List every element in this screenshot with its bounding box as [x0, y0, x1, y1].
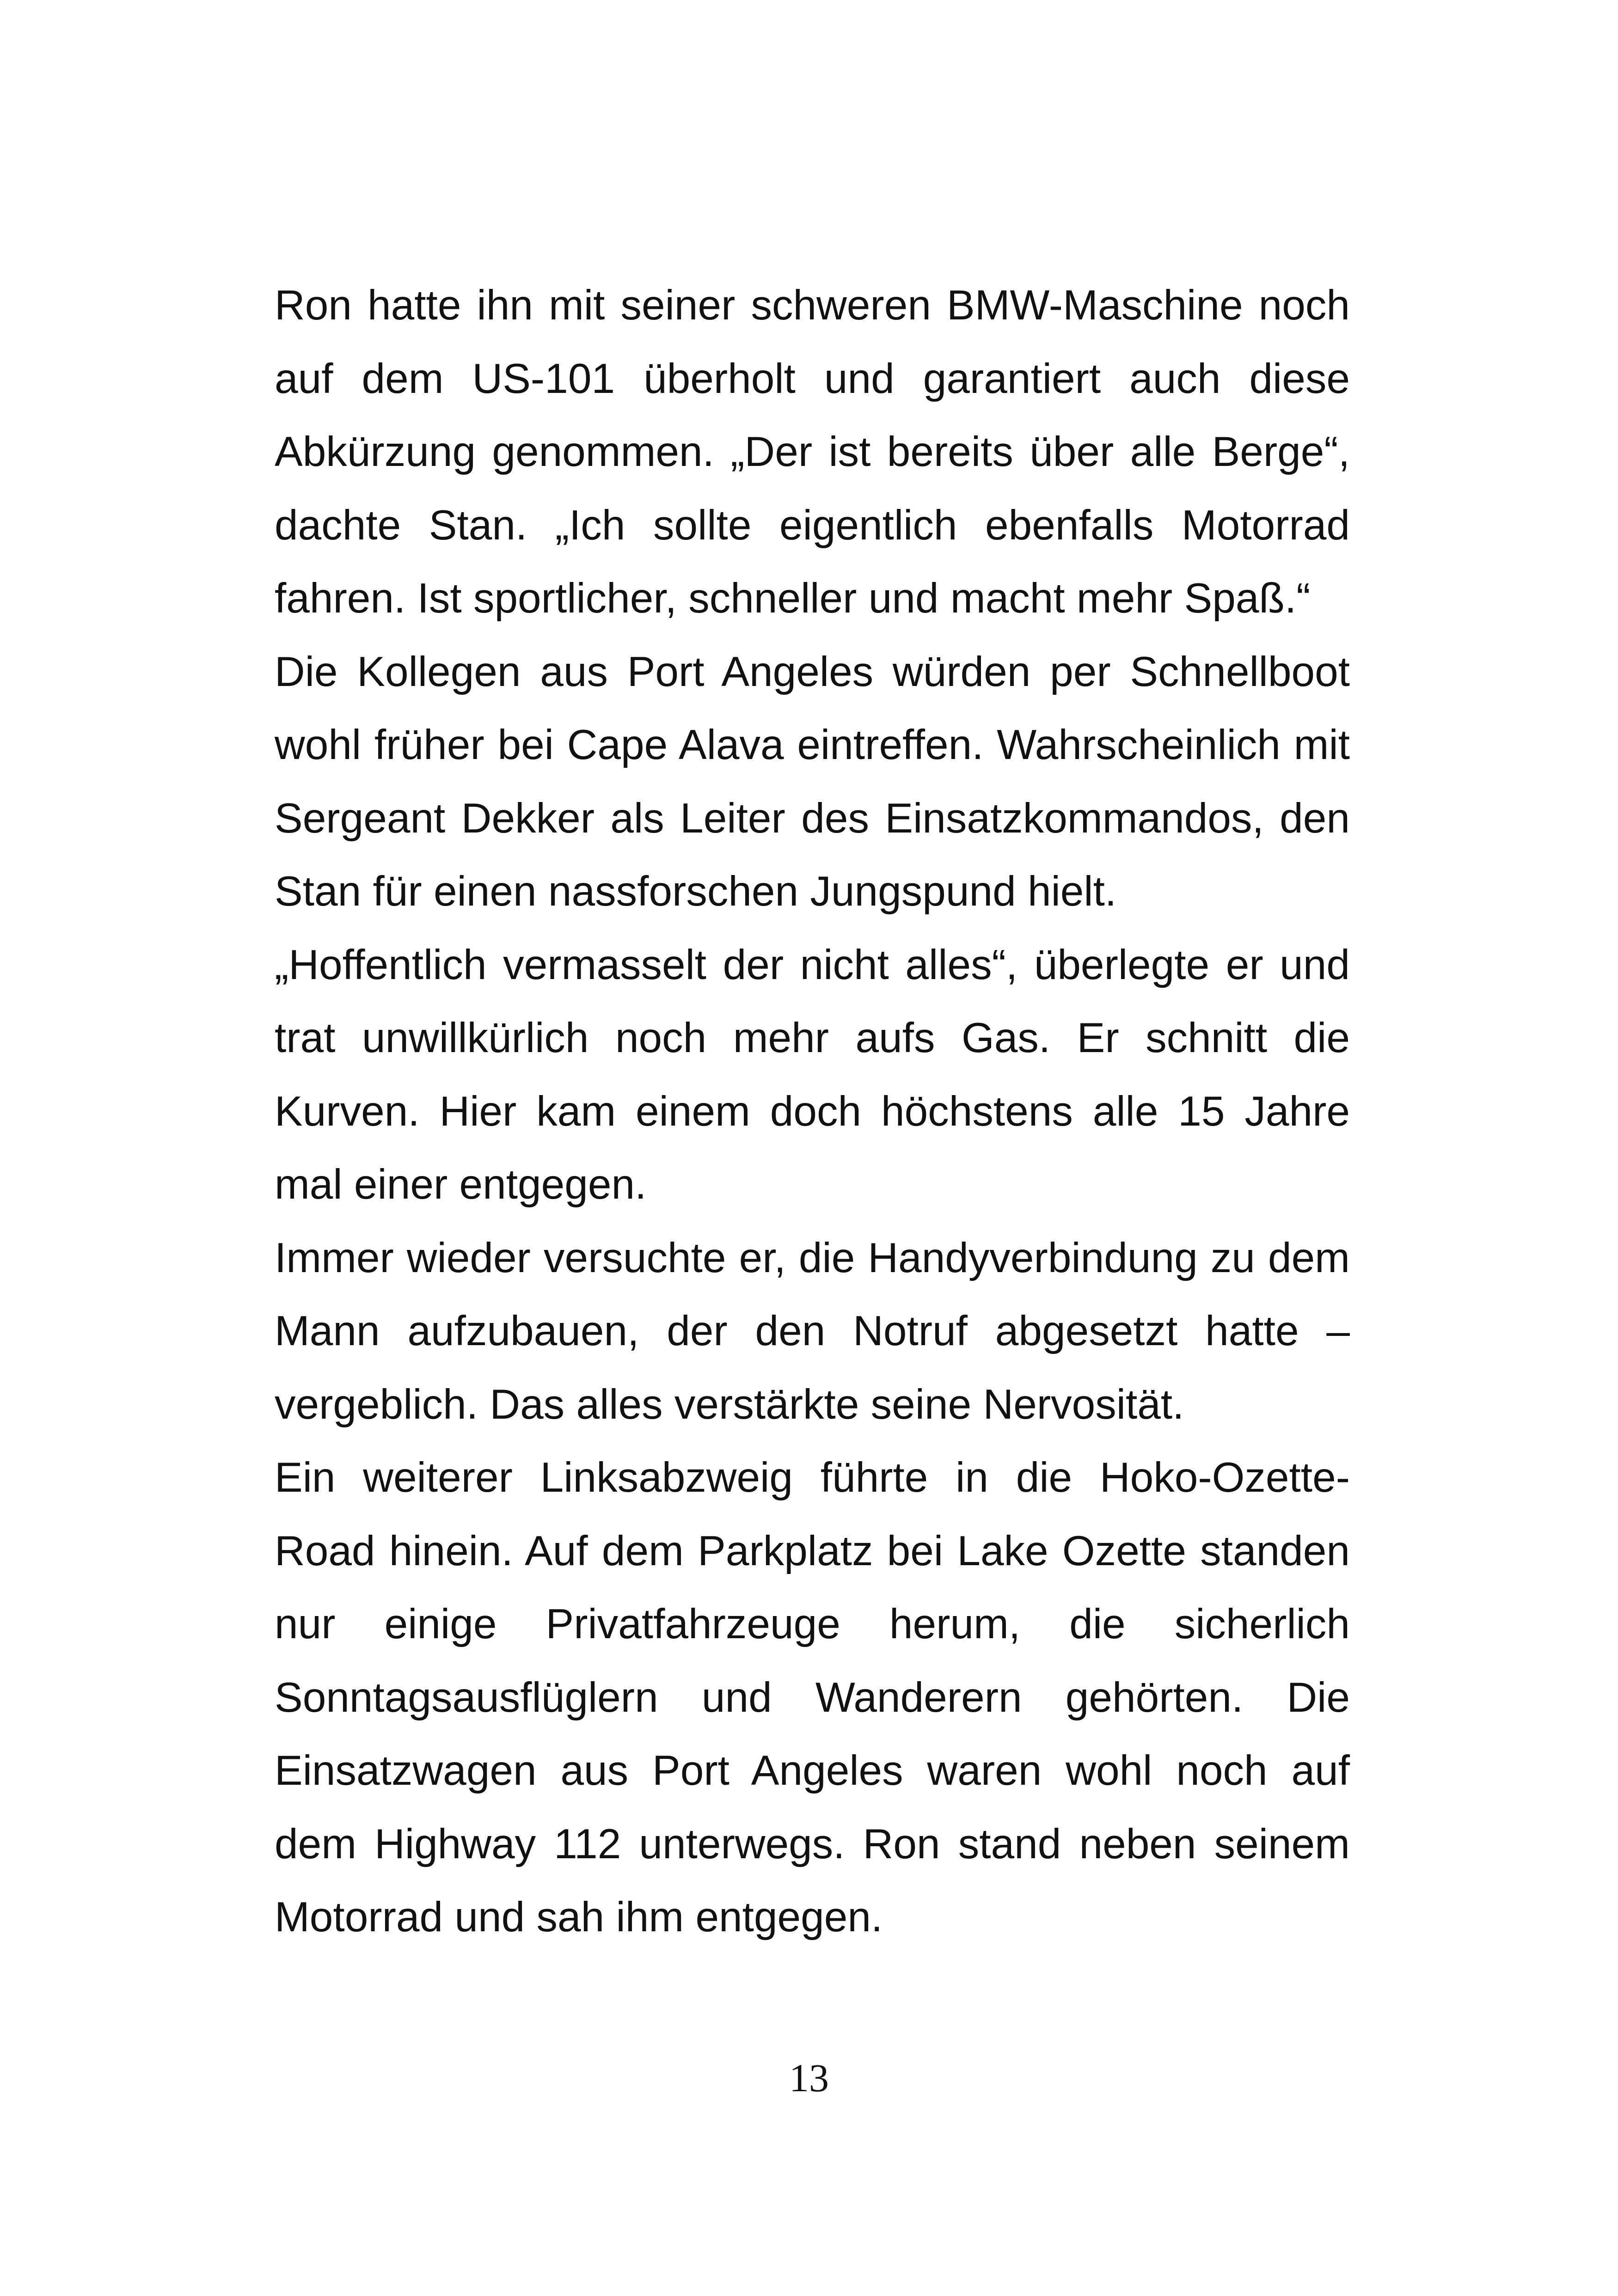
paragraph-5: Ein weiterer Linksabzweig führte in die Hoko-Ozette-Road hinein. Auf dem Parkplatz bei Lake Ozette standen nur einige Privatfahrzeuge herum, die sicherlich Sonntagsausflüglern und Wanderern gehörten. Die Einsatzwagen aus Port Angeles waren wohl noch auf dem Highway 112 unterwegs. Ron stand neben seinem Motorrad und sah ihm entgegen.: [275, 1454, 1350, 1941]
paragraph-3: „Hoffentlich vermasselt der nicht alles“, überlegte er und trat unwillkürlich noch mehr aufs Gas. Er schnitt die Kurven. Hier kam einem doch höchstens alle 15 Jahre mal einer entgegen.: [275, 941, 1350, 1208]
paragraph-1: Ron hatte ihn mit seiner schweren BMW-Maschine noch auf dem US-101 überholt und garantiert auch diese Abkürzung genommen. „Der ist bereits über alle Berge“, dachte Stan. „Ich sollte eigentlich ebenfalls Motorrad fahren. Ist sportlicher, schneller und macht mehr Spaß.“: [275, 282, 1350, 622]
body-text: [275, 269, 1350, 1954]
page-number: 13: [789, 2056, 829, 2100]
paragraph-2: Die Kollegen aus Port Angeles würden per Schnellboot wohl früher bei Cape Alava eintreffen. Wahrscheinlich mit Sergeant Dekker als Leiter des Einsatzkommandos, den Stan für einen nassforschen Jungspund hielt.: [275, 648, 1350, 915]
paragraph-4: Immer wieder versuchte er, die Handyverbindung zu dem Mann aufzubauen, der den Notruf abgesetzt hatte – vergeblich. Das alles verstärkte seine Nervosität.: [275, 1234, 1350, 1428]
